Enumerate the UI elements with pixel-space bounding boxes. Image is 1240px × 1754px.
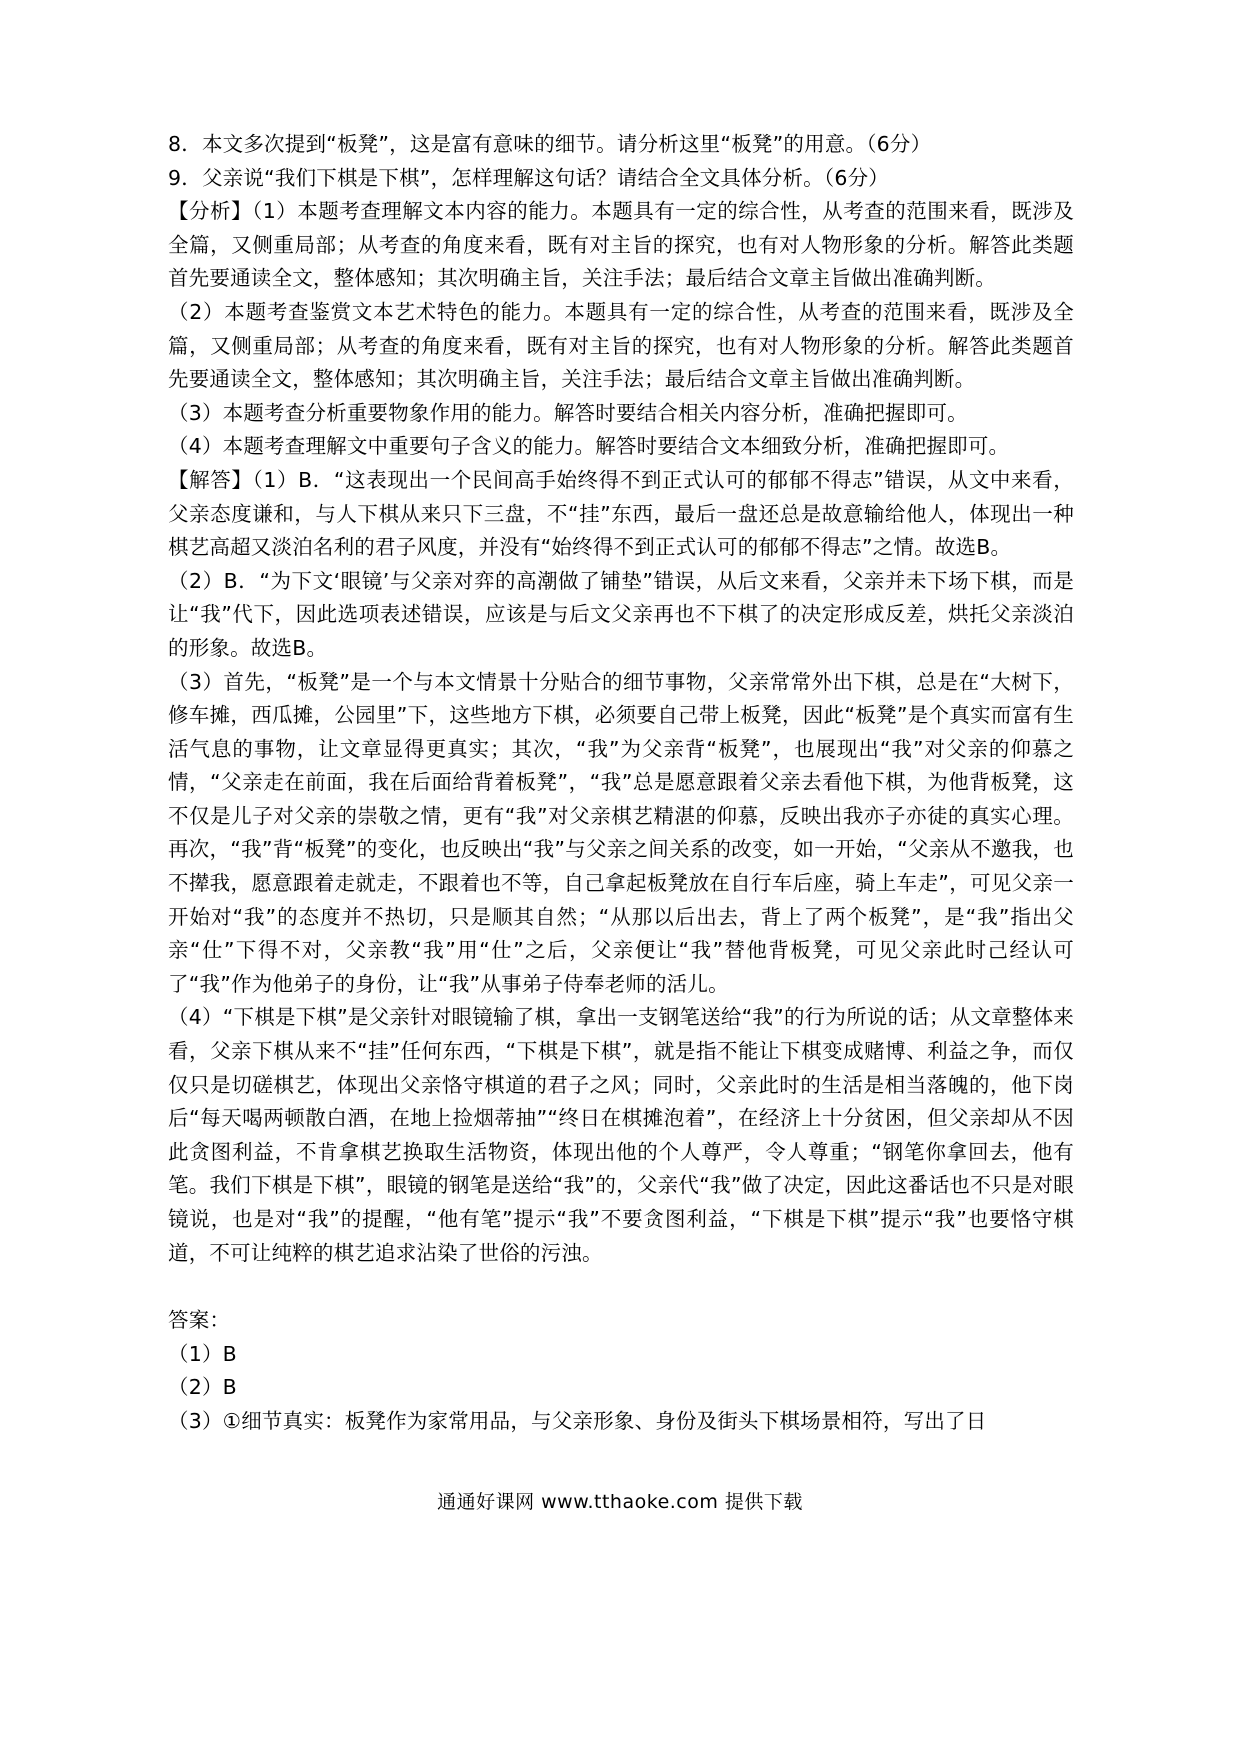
solution-part-2: （2）B．“为下文‘眼镜’与父亲对弈的高潮做了铺垫”错误，从后文来看，父亲并未下场下棋，而是让“我”代下，因此选项表述错误，应该是与后文父亲再也不下棋了的决定形成反差，烘托父亲淡泊的形象。故选B。 <box>168 568 1074 660</box>
analysis-intro-3: （3）本题考查分析重要物象作用的能力。解答时要结合相关内容分析，准确把握即可。 <box>168 400 968 425</box>
page-footer: 通通好课网 www.tthaoke.com 提供下载 <box>437 1491 803 1513</box>
answer-item-3: （3）①细节真实：板凳作为家常用品，与父亲形象、身份及街头下棋场景相符，写出了日 <box>168 1408 987 1433</box>
solution-part-3: （3）首先，“板凳”是一个与本文情景十分贴合的细节事物，父亲常常外出下棋，总是在“大树下，修车摊，西瓜摊，公园里”下，这些地方下棋，必须要自己带上板凳，因此“板凳”是个真实而富有生活气息的事物，让文章显得更真实；其次，“我”为父亲背“板凳”，也展现出“我”对父亲的仰慕之情，“父亲走在前面，我在后面给背着板凳”，“我”总是愿意跟着父亲去看他下棋，为他背板凳，这不仅是儿子对父亲的崇敬之情，更有“我”对父亲棋艺精湛的仰慕，反映出我亦子亦徒的真实心理。再次，“我”背“板凳”的变化，也反映出“我”与父亲之间关系的改变，如一开始，“父亲从不邀我，也不撵我，愿意跟着走就走，不跟着也不等，自己拿起板凳放在自行车后座，骑上车走”，可见父亲一开始对“我”的态度并不热切，只是顺其自然；“从那以后出去，背上了两个板凳”，是“我”指出父亲“仕”下得不对，父亲教“我”用“仕”之后，父亲便让“我”替他背板凳，可见父亲此时己经认可了“我”作为他弟子的身份，让“我”从事弟子侍奉老师的活儿。 <box>168 669 1074 996</box>
solution-part-4: （4）“下棋是下棋”是父亲针对眼镜输了棋，拿出一支钢笔送给“我”的行为所说的话；从文章整体来看，父亲下棋从来不“挂”任何东西，“下棋是下棋”，就是指不能让下棋变成赌博、利益之争，而仅仅只是切磋棋艺，体现出父亲恪守棋道的君子之风；同时，父亲此时的生活是相当落魄的，他下岗后“每天喝两顿散白酒，在地上捡烟蒂抽”“终日在棋摊泡着”，在经济上十分贫困，但父亲却从不因此贪图利益，不肯拿棋艺换取生活物资，体现出他的个人尊严，令人尊重；“钢笔你拿回去，他有笔。我们下棋是下棋”，眼镜的钢笔是送给“我”的，父亲代“我”做了决定，因此这番话也不只是对眼镜说，也是对“我”的提醒，“他有笔”提示“我”不要贪图利益，“下棋是下棋”提示“我”也要恪守棋道，不可让纯粹的棋艺追求沾染了世俗的污浊。 <box>168 1005 1074 1265</box>
document-body <box>168 128 1074 1439</box>
answer-heading: 答案： <box>168 1308 231 1333</box>
answer-item-2: （2）B <box>168 1375 237 1400</box>
solution-part-1: 【解答】（1）B．“这表现出一个民间高手始终得不到正式认可的郁郁不得志”错误，从文中来看，父亲态度谦和，与人下棋从来只下三盘，不“挂”东西，最后一盘还总是故意输给他人，体现出一种棋艺高超又淡泊名利的君子风度，并没有“始终得不到正式认可的郁郁不得志”之情。故选B。 <box>168 467 1074 560</box>
section-spacer <box>168 1270 1074 1304</box>
question-9-text: 9．父亲说“我们下棋是下棋”，怎样理解这句话？请结合全文具体分析。（6分） <box>168 165 889 190</box>
analysis-intro-4: （4）本题考查理解文中重要句子含义的能力。解答时要结合文本细致分析，准确把握即可。 <box>168 434 1010 459</box>
analysis-intro-2: （2）本题考查鉴赏文本艺术特色的能力。本题具有一定的综合性，从考查的范围来看，既涉及全篇，又侧重局部；从考查的角度来看，既有对主旨的探究，也有对人物形象的分析。解答此类题首先要通读全文，整体感知；其次明确主旨，关注手法；最后结合文章主旨做出准确判断。 <box>168 299 1074 392</box>
question-8-text: 8．本文多次提到“板凳”，这是富有意味的细节。请分析这里“板凳”的用意。（6分） <box>168 132 932 156</box>
answer-item-1: （1）B <box>168 1341 237 1366</box>
analysis-intro-1: 【分析】（1）本题考查理解文本内容的能力。本题具有一定的综合性，从考查的范围来看，既涉及全篇，又侧重局部；从考查的角度来看，既有对主旨的探究，也有对人物形象的分析。解答此类题首先要通读全文，整体感知；其次明确主旨，关注手法；最后结合文章主旨做出准确判断。 <box>168 199 1074 291</box>
